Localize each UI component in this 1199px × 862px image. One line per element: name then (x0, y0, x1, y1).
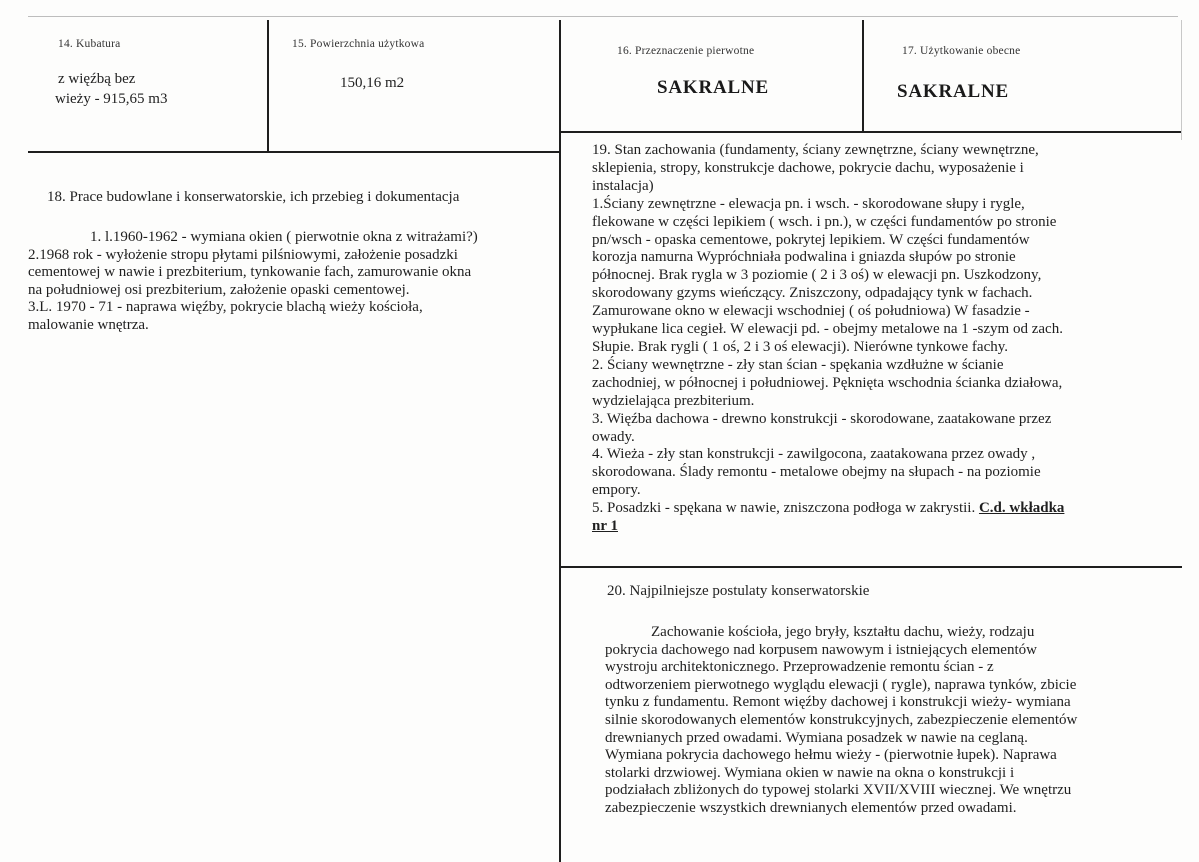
right-edge-line (1181, 20, 1182, 140)
postulaty-line: Wymiana pokrycia dachowego hełmu wieży - (pierwotnie łupek). Naprawa (605, 747, 1057, 764)
continuation-link-number: nr 1 (592, 518, 618, 535)
stan-line: Zamurowane okno w elewacji wschodniej ( oś południowa) W fasadzie - (592, 303, 1030, 320)
postulaty-line: pokrycia dachowego nad korpusem nawowym i istniejących elementów (605, 641, 1037, 658)
prace-text (28, 229, 478, 335)
prace-line: malowanie wnętrza. (28, 316, 149, 333)
stan-line: 2. Ściany wewnętrzne - zły stan ścian - spękania wzdłużne w ścianie (592, 356, 1004, 373)
prace-heading: 18. Prace budowlane i konserwatorskie, ich przebieg i dokumentacja (47, 189, 460, 205)
stan-line-posadzki: 5. Posadzki - spękana w nawie, zniszczona podłoga w zakrystii. (592, 500, 976, 517)
stan-line: korozja namurna Wypróchniała podwalina i gniazda słupów po stronie (592, 249, 1016, 266)
prace-line: cementowej w nawie i prezbiterium, tynkowanie fach, zamurowanie okna (28, 264, 472, 281)
prace-line: 3.L. 1970 - 71 - naprawa więźby, pokrycie blachą wieży kościoła, (28, 299, 423, 316)
stan-last-line (592, 500, 1064, 518)
postulaty-line: odtworzeniem pierwotnego wyglądu elewacji ( rygle), naprawa tynków, zbicie (605, 676, 1077, 693)
stan-line: 4. Wieża - zły stan konstrukcji - zawilgocona, zaatakowana przez owady , (592, 446, 1036, 463)
uzytkowanie-value: SAKRALNE (897, 81, 1009, 102)
stan-line: pn/wsch - opaska cementowe, pokrytej lepikiem. W części fundamentów (592, 231, 1030, 248)
divider-vertical-right (862, 20, 864, 132)
divider-vertical-center (559, 20, 561, 862)
stan-line: północnej. Brak rygla w 3 poziomie ( 2 i 3 oś) w elewacji pn. Uszkodzony, (592, 267, 1042, 284)
postulaty-line: podziałach zbliżonych do typowej stolarki XVII/XVIII wiecznej. We wnętrzu (605, 782, 1072, 799)
postulaty-line: silnie skorodowanych elementów konstrukcyjnych, zabezpieczenie elementów (605, 711, 1078, 728)
stan-line: 1.Ściany zewnętrzne - elewacja pn. i wsch. - skorodowane słupy i rygle, (592, 195, 1025, 212)
top-border-line (28, 16, 1178, 17)
stan-line: instalacja) (592, 177, 654, 194)
postulaty-text (605, 624, 1077, 818)
postulaty-line: stolarki drzwiowej. Wymiana okien w nawie na okna o konstrukcji i (605, 764, 1015, 781)
postulaty-line: drewnianych przed owadami. Wymiana posadzek w nawie na ceglaną. (605, 729, 1028, 746)
stan-line: owady. (592, 428, 635, 445)
kubatura-value-line1: z więźbą bez (58, 71, 136, 87)
prace-line: 2.1968 rok - wyłożenie stropu płytami pilśniowymi, założenie posadzki (28, 246, 458, 263)
divider-horizontal-left (28, 151, 560, 153)
divider-horizontal-right-middle (560, 566, 1182, 568)
postulaty-line: zabezpieczenie wszystkich drewnianych elementów przed owadami. (605, 799, 1017, 816)
continuation-link: C.d. wkładka (978, 500, 1065, 517)
kubatura-value-line2: wieży - 915,65 m3 (55, 91, 168, 107)
prace-line: na południowej osi prezbiterium, założenie opaski cementowej. (28, 281, 410, 298)
stan-zachowania-text (592, 142, 1064, 536)
stan-line: wypłukane lica cegieł. W elewacji pd. - obejmy metalowe na 1 -szym od zach. (592, 321, 1063, 338)
divider-horizontal-right-top (560, 131, 1182, 133)
powierzchnia-label: 15. Powierzchnia użytkowa (292, 38, 425, 50)
stan-line: skorodowana. Ślady remontu - metalowe obejmy na słupach - na poziomie (592, 464, 1041, 481)
postulaty-line: wystroju architektonicznego. Przeprowadzenie remontu ścian - z (605, 659, 994, 676)
postulaty-line: Zachowanie kościoła, jego bryły, kształtu dachu, wieży, rodzaju (651, 624, 1035, 640)
postulaty-heading: 20. Najpilniejsze postulaty konserwatorskie (607, 583, 870, 599)
prace-line: 1. l.1960-1962 - wymiana okien ( pierwotnie okna z witrażami?) (90, 229, 478, 245)
uzytkowanie-label: 17. Użytkowanie obecne (902, 45, 1021, 57)
przeznaczenie-value: SAKRALNE (657, 77, 769, 98)
stan-line: empory. (592, 482, 641, 499)
stan-line: Słupie. Brak rygli ( 1 oś, 2 i 3 oś elewacji). Nierówne tynkowe fachy. (592, 338, 1009, 355)
powierzchnia-value: 150,16 m2 (340, 75, 405, 91)
divider-vertical-left (267, 20, 269, 152)
kubatura-label: 14. Kubatura (58, 38, 121, 50)
stan-line: skorodowany gzyms wieńczący. Zniszczony, odpadający tynk w fachach. (592, 285, 1033, 302)
stan-line: wydzielająca prezbiterium. (592, 392, 755, 409)
stan-line: sklepienia, stropy, konstrukcje dachowe, pokrycie dachu, wyposażenie i (592, 159, 1024, 176)
stan-line: 3. Więźba dachowa - drewno konstrukcji - skorodowane, zaatakowane przez (592, 410, 1052, 427)
stan-line: 19. Stan zachowania (fundamenty, ściany zewnętrzne, ściany wewnętrzne, (592, 142, 1039, 158)
postulaty-line: tynku z fundamentu. Remont więźby dachowej i konstrukcji wieży- wymiana (605, 694, 1071, 711)
stan-line: flekowane w części lepikiem ( wsch. i pn.), w części fundamentów po stronie (592, 213, 1057, 230)
przeznaczenie-label: 16. Przeznaczenie pierwotne (617, 45, 755, 57)
stan-line: zachodniej, w północnej i południowej. Pęknięta wschodnia ścianka działowa, (592, 374, 1063, 391)
